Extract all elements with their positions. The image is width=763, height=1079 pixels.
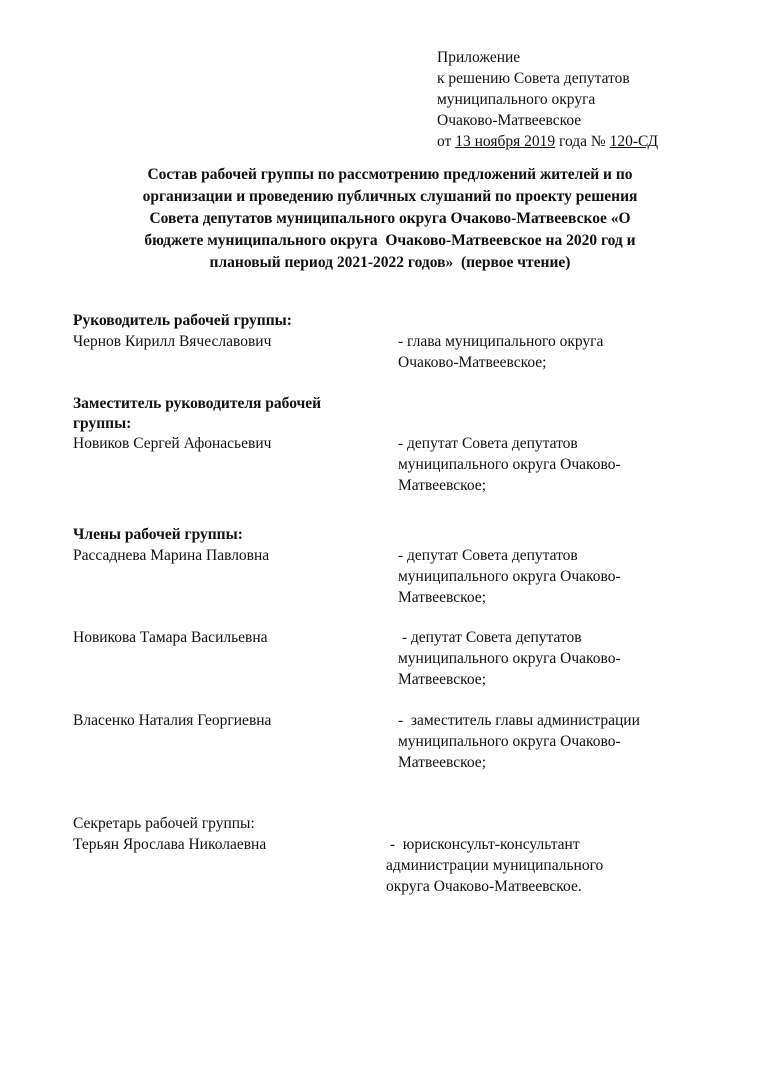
leader-name: Чернов Кирилл Вячеславович	[73, 333, 272, 350]
role-line: - депутат Совета депутатов	[398, 547, 578, 564]
secretary-heading: Секретарь рабочей группы:	[73, 815, 255, 832]
title-line: организации и проведению публичных слушаний по проекту решения	[142, 188, 638, 205]
role-line: округа Очаково-Матвеевское.	[386, 878, 582, 895]
secretary-name: Терьян Ярослава Николаевна	[73, 836, 267, 853]
role-line: администрации муниципального	[386, 857, 604, 874]
role-line: муниципального округа Очаково-	[398, 733, 621, 750]
role-line: муниципального округа Очаково-	[398, 456, 621, 473]
decision-number: 120-СД	[609, 133, 659, 150]
annex-date-line	[437, 131, 737, 152]
deputy-heading-line: Заместитель руководителя рабочей	[73, 395, 322, 412]
title-line: Совета депутатов муниципального округа Очаково-Матвеевское «О	[149, 210, 631, 227]
annex-line: Очаково-Матвеевское	[437, 112, 582, 129]
role-line: муниципального округа Очаково-	[398, 650, 621, 667]
role-line: - юрисконсульт-консультант	[386, 836, 580, 853]
member-name: Рассаднева Марина Павловна	[73, 547, 270, 564]
role-line: Матвеевское;	[398, 477, 486, 494]
deputy-heading-line: группы:	[73, 415, 132, 432]
role-line: - заместитель главы администрации	[398, 712, 640, 729]
document-title	[80, 164, 700, 274]
role-line: - глава муниципального округа	[398, 333, 604, 350]
title-line: плановый период 2021-2022 годов» (первое чтение)	[209, 254, 571, 271]
member-name: Власенко Наталия Георгиевна	[73, 712, 272, 729]
members-heading: Члены рабочей группы:	[73, 526, 243, 543]
role-line: - депутат Совета депутатов	[398, 629, 582, 646]
annex-line: Приложение	[437, 49, 521, 66]
decision-date: 13 ноября 2019	[455, 133, 556, 150]
leader-role	[398, 331, 698, 373]
member-role	[398, 710, 698, 773]
role-line: - депутат Совета депутатов	[398, 435, 578, 452]
member-name: Новикова Тамара Васильевна	[73, 629, 268, 646]
leader-heading: Руководитель рабочей группы:	[73, 312, 292, 329]
title-line: бюджете муниципального округа Очаково-Матвеевское на 2020 год и	[144, 232, 636, 249]
title-line: Состав рабочей группы по рассмотрению предложений жителей и по	[147, 166, 633, 183]
role-line: муниципального округа Очаково-	[398, 568, 621, 585]
role-line: Очаково-Матвеевское;	[398, 354, 547, 371]
annex-line: муниципального округа	[437, 91, 596, 108]
role-line: Матвеевское;	[398, 754, 486, 771]
date-middle: года №	[555, 133, 610, 150]
date-prefix: от	[437, 133, 456, 150]
role-line: Матвеевское;	[398, 589, 486, 606]
deputy-role	[398, 433, 698, 496]
member-role	[398, 627, 698, 690]
role-line: Матвеевское;	[398, 671, 486, 688]
member-role	[398, 545, 698, 608]
annex-block	[437, 47, 737, 152]
annex-line: к решению Совета депутатов	[437, 70, 630, 87]
deputy-name: Новиков Сергей Афонасьевич	[73, 435, 272, 452]
secretary-role	[386, 834, 686, 897]
